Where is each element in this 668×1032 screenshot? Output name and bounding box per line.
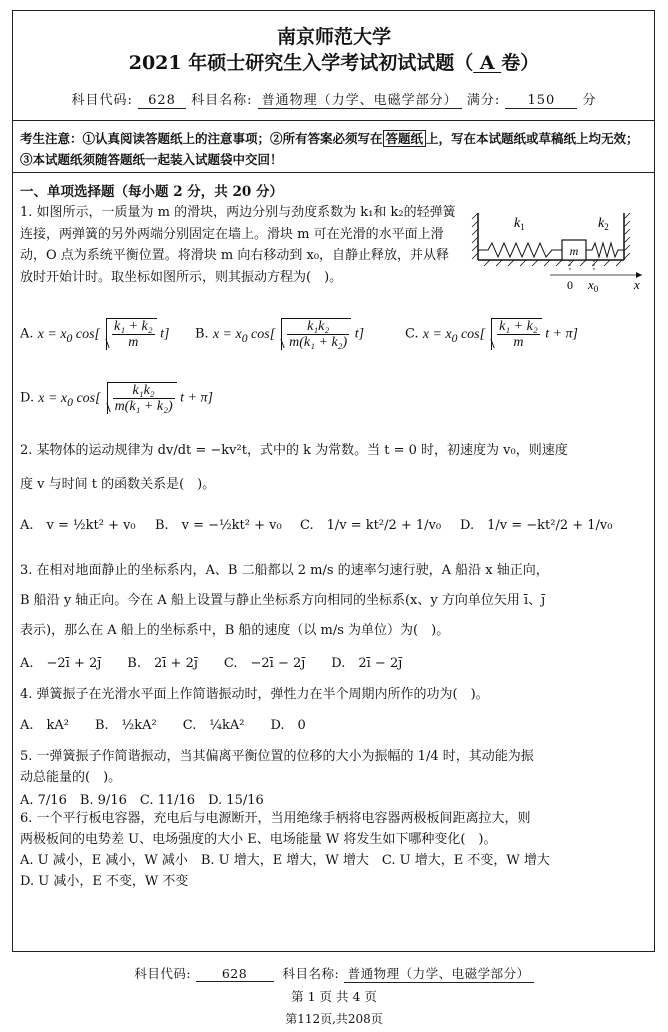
- total-page-number: 第112页,共208页: [285, 1012, 383, 1026]
- question-4-text: 4. 弹簧振子在光滑水平面上作简谐振动时，弹性力在半个周期内所作的功为( )。: [20, 687, 489, 702]
- section-heading: 一、单项选择题（每小题 2 分，共 20 分）: [20, 184, 283, 200]
- x-axis-label: x: [634, 277, 640, 292]
- mass-label: m: [569, 244, 579, 258]
- footer-code: 628: [196, 966, 274, 982]
- k1-label: $k_1$: [514, 216, 525, 232]
- question-6-line-4: D. U 减小，E 不变，W 不变: [20, 874, 189, 889]
- x0-label: $x_0$: [588, 277, 599, 294]
- footer-name: 普通物理（力学、电磁学部分）: [344, 964, 534, 983]
- question-2-option-c: C. 1/v = kt²/2 + 1/v₀: [300, 518, 442, 533]
- question-5-options: A. 7/16 B. 9/16 C. 11/16 D. 15/16: [20, 793, 264, 808]
- candidate-notice: 考生注意：①认真阅读答题纸上的注意事项；②所有答案必须写在 答题纸 上，写在本试题纸或草稿纸上均无效；③本试题纸须随答题纸一起装入试题袋中交回！: [20, 131, 639, 167]
- question-2-line-1: 2. 某物体的运动规律为 dv/dt = −kv²t，式中的 k 为常数。当 t = 0 时，初速度为 v₀，则速度: [20, 443, 568, 458]
- k2-label: $k_2$: [598, 216, 609, 232]
- question-3-options: A. −2ī + 2j̄ B. 2ī + 2j̄ C. −2ī − 2j̄ D. 2ī − 2j̄: [20, 656, 403, 671]
- paper-version: A: [479, 52, 495, 74]
- question-6-line-1: 6. 一个平行板电容器，充电后与电源断开，当用绝缘手柄将电容器两极板间距离拉大，则: [20, 811, 531, 826]
- question-6-line-3: A. U 减小，E 减小，W 减小 B. U 增大，E 增大，W 增大 C. U 增大，E 不变，W 增大: [20, 853, 550, 868]
- question-1-option-a: A. $x = x_0$ cos[ $\frac{\text{k₁ + k₂}}{m}$ t]: [20, 319, 170, 350]
- question-1-option-c: C. $x = x_0$ cos[ $\frac{\text{k₁ + k₂}}{m}$ t + π]: [405, 319, 579, 350]
- question-2-option-a: A. v = ½kt² + v₀: [20, 518, 136, 533]
- question-5-line-2: 动总能量的( )。: [20, 770, 122, 785]
- question-1-option-d: D. $x = x_0$ cos[ $\frac{\text{k₁k₂}}{\text{m(k₁ + k₂)}}$ t + π]: [20, 383, 213, 414]
- page-number: 第 1 页 共 4 页: [291, 989, 377, 1004]
- exam-title: 2021 年硕士研究生入学考试初试试题（ A 卷）: [128, 52, 540, 74]
- question-5-line-1: 5. 一弹簧振子作简谐振动，当其偏离平衡位置的位移的大小为振幅的 1/4 时，其动能为振: [20, 749, 534, 764]
- university-title: 南京师范大学: [276, 26, 391, 48]
- spring-k1: [478, 243, 562, 257]
- spring-mass-figure: [470, 205, 650, 295]
- question-2-line-2: 度 v 与时间 t 的函数关系是( )。: [20, 477, 216, 492]
- footer-subject: 科目代码: 628 科目名称: 普通物理（力学、电磁学部分）: [0, 964, 668, 983]
- question-1-option-b: B. $x = x_0$ cos[ $\frac{\text{k₁k₂}}{\text{m(k₁ + k₂)}}$ t]: [195, 319, 365, 350]
- origin-label: 0: [567, 278, 573, 292]
- answer-sheet-box: 答题纸: [383, 130, 427, 147]
- question-4-options: A. kA² B. ½kA² C. ¼kA² D. 0: [20, 718, 306, 733]
- question-2-option-b: B. v = −½kt² + v₀: [155, 518, 282, 533]
- question-3-line-3: 表示)，那么在 A 船上的坐标系中，B 船的速度（以 m/s 为单位）为( )。: [20, 623, 450, 638]
- full-score: 150: [505, 93, 577, 109]
- question-1-text: 1. 如图所示，一质量为 m 的滑块，两边分别与劲度系数为 k₁和 k₂的轻弹簧连接，两弹簧的另外两端分别固定在墙上。滑块 m 可在光滑的水平面上滑动，O 点为系统平衡位置。将滑块 m 向右移动到 x₀，自静止释放，并从释放时开始计时。取坐标如图所示，则其振动方程为( )。: [20, 205, 456, 285]
- question-3-line-2: B 船沿 y 轴正向。今在 A 船上设置与静止坐标系方向相同的坐标系(x、y 方向单位矢用 ī、j̄: [20, 593, 546, 608]
- subject-code: 628: [138, 93, 186, 109]
- subject-meta: 科目代码: 628 科目名称: 普通物理（力学、电磁学部分） 满分: 150 分: [71, 93, 597, 108]
- subject-name: 普通物理（力学、电磁学部分）: [258, 93, 462, 109]
- spring-k2: [586, 243, 624, 257]
- divider-notice: [12, 172, 655, 173]
- divider-top: [12, 120, 655, 121]
- question-6-line-2: 两极板间的电势差 U、电场强度的大小 E、电场能量 W 将发生如下哪种变化( )。: [20, 832, 497, 847]
- question-2-option-d: D. 1/v = −kt²/2 + 1/v₀: [460, 518, 613, 533]
- question-3-line-1: 3. 在相对地面静止的坐标系内，A、B 二船都以 2 m/s 的速率匀速行驶，A 船沿 x 轴正向，: [20, 563, 549, 578]
